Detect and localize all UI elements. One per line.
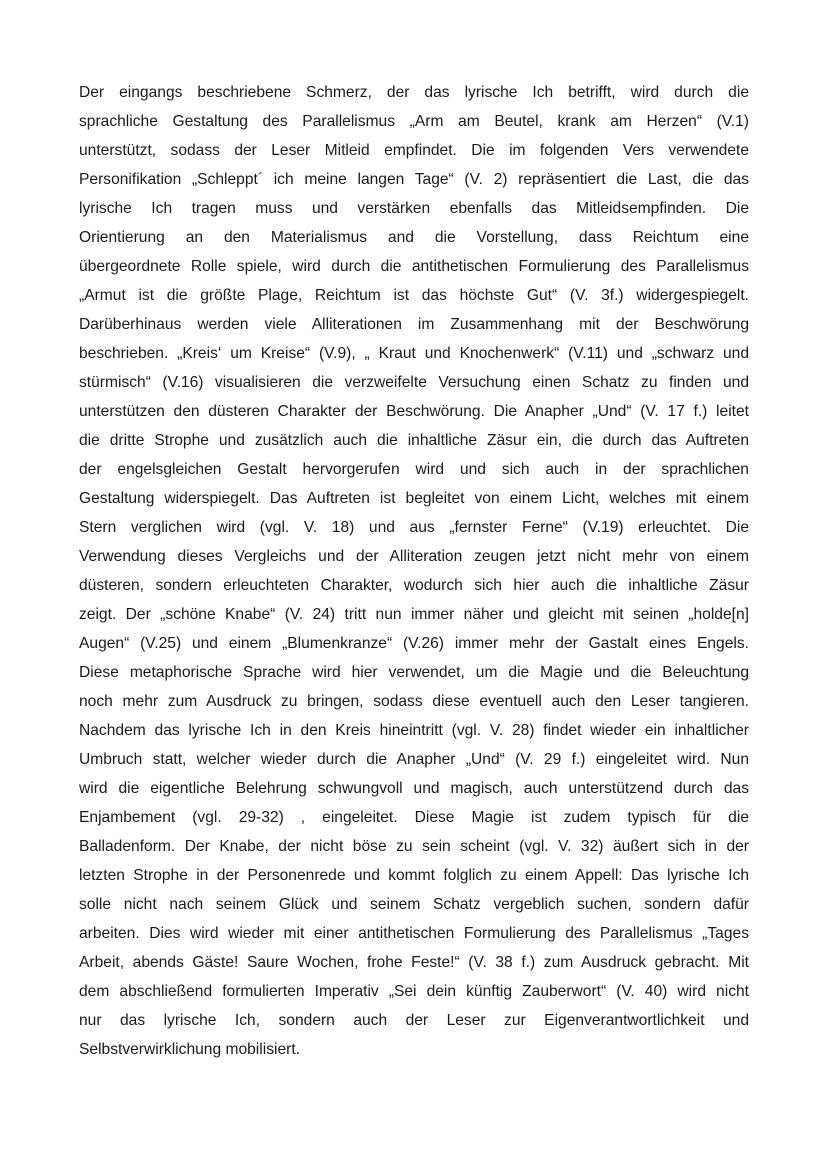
text-line: Augen“ (V.25) und einem „Blumenkranze“ (V.26) immer mehr der Gastalt eines Engels. bbox=[79, 635, 749, 652]
text-line: Der eingangs beschriebene Schmerz, der das lyrische Ich betrifft, wird durch die bbox=[79, 84, 749, 101]
text-line: wird die eigentliche Belehrung schwungvoll und magisch, auch unterstützend durch das bbox=[79, 780, 749, 797]
text-line: arbeiten. Dies wird wieder mit einer antithetischen Formulierung des Parallelismus „Tages bbox=[79, 925, 749, 942]
analysis-paragraph bbox=[79, 78, 749, 1064]
text-line: übergeordnete Rolle spiele, wird durch die antithetischen Formulierung des Parallelismus bbox=[79, 258, 749, 275]
text-line: unterstützt, sodass der Leser Mitleid empfindet. Die im folgenden Vers verwendete bbox=[79, 142, 749, 159]
text-line: Darüberhinaus werden viele Alliterationen im Zusammenhang mit der Beschwörung bbox=[79, 316, 749, 333]
text-line: „Armut ist die größte Plage, Reichtum ist das höchste Gut“ (V. 3f.) widergespiegelt. bbox=[79, 287, 749, 304]
text-line: Gestaltung widerspiegelt. Das Auftreten ist begleitet von einem Licht, welches mit einem bbox=[79, 490, 749, 507]
text-line: beschrieben. „Kreis‘ um Kreise“ (V.9), „ Kraut und Knochenwerk“ (V.11) und „schwarz und bbox=[79, 345, 749, 362]
text-line: Personifikation „Schleppt´ ich meine langen Tage“ (V. 2) repräsentiert die Last, die das bbox=[79, 171, 749, 188]
text-line: noch mehr zum Ausdruck zu bringen, sodass diese eventuell auch den Leser tangieren. bbox=[79, 693, 749, 710]
text-line: letzten Strophe in der Personenrede und kommt folglich zu einem Appell: Das lyrische Ich bbox=[79, 867, 749, 884]
text-line: solle nicht nach seinem Glück und seinem Schatz vergeblich suchen, sondern dafür bbox=[79, 896, 749, 913]
text-line: nur das lyrische Ich, sondern auch der Leser zur Eigenverantwortlichkeit und bbox=[79, 1012, 749, 1029]
text-line: Enjambement (vgl. 29-32) , eingeleitet. Diese Magie ist zudem typisch für die bbox=[79, 809, 749, 826]
text-line: düsteren, sondern erleuchteten Charakter, wodurch sich hier auch die inhaltliche Zäsur bbox=[79, 577, 749, 594]
text-line: lyrische Ich tragen muss und verstärken ebenfalls das Mitleidsempfinden. Die bbox=[79, 200, 749, 217]
text-line: Verwendung dieses Vergleichs und der Alliteration zeugen jetzt nicht mehr von einem bbox=[79, 548, 749, 565]
text-line: Nachdem das lyrische Ich in den Kreis hineintritt (vgl. V. 28) findet wieder ein inhaltlicher bbox=[79, 722, 749, 739]
text-line-last: Selbstverwirklichung mobilisiert. bbox=[79, 1041, 300, 1058]
text-line: der engelsgleichen Gestalt hervorgerufen wird und sich auch in der sprachlichen bbox=[79, 461, 749, 478]
text-line: zeigt. Der „schöne Knabe“ (V. 24) tritt nun immer näher und gleicht mit seinen „holde[n] bbox=[79, 606, 749, 623]
text-line: sprachliche Gestaltung des Parallelismus „Arm am Beutel, krank am Herzen“ (V.1) bbox=[79, 113, 749, 130]
text-line: unterstützen den düsteren Charakter der Beschwörung. Die Anapher „Und“ (V. 17 f.) leitet bbox=[79, 403, 749, 420]
text-line: Diese metaphorische Sprache wird hier verwendet, um die Magie und die Beleuchtung bbox=[79, 664, 749, 681]
text-line: Arbeit, abends Gäste! Saure Wochen, frohe Feste!“ (V. 38 f.) zum Ausdruck gebracht. Mit bbox=[79, 954, 749, 971]
text-line: die dritte Strophe und zusätzlich auch die inhaltliche Zäsur ein, die durch das Auftreten bbox=[79, 432, 749, 449]
text-line: dem abschließend formulierten Imperativ „Sei dein künftig Zauberwort“ (V. 40) wird nicht bbox=[79, 983, 749, 1000]
text-line: Balladenform. Der Knabe, der nicht böse zu sein scheint (vgl. V. 32) äußert sich in der bbox=[79, 838, 749, 855]
text-line: stürmisch“ (V.16) visualisieren die verzweifelte Versuchung einen Schatz zu finden und bbox=[79, 374, 749, 391]
text-line: Orientierung an den Materialismus and die Vorstellung, dass Reichtum eine bbox=[79, 229, 749, 246]
text-line: Stern verglichen wird (vgl. V. 18) und aus „fernster Ferne“ (V.19) erleuchtet. Die bbox=[79, 519, 749, 536]
text-line: Umbruch statt, welcher wieder durch die Anapher „Und“ (V. 29 f.) eingeleitet wird. Nun bbox=[79, 751, 749, 768]
